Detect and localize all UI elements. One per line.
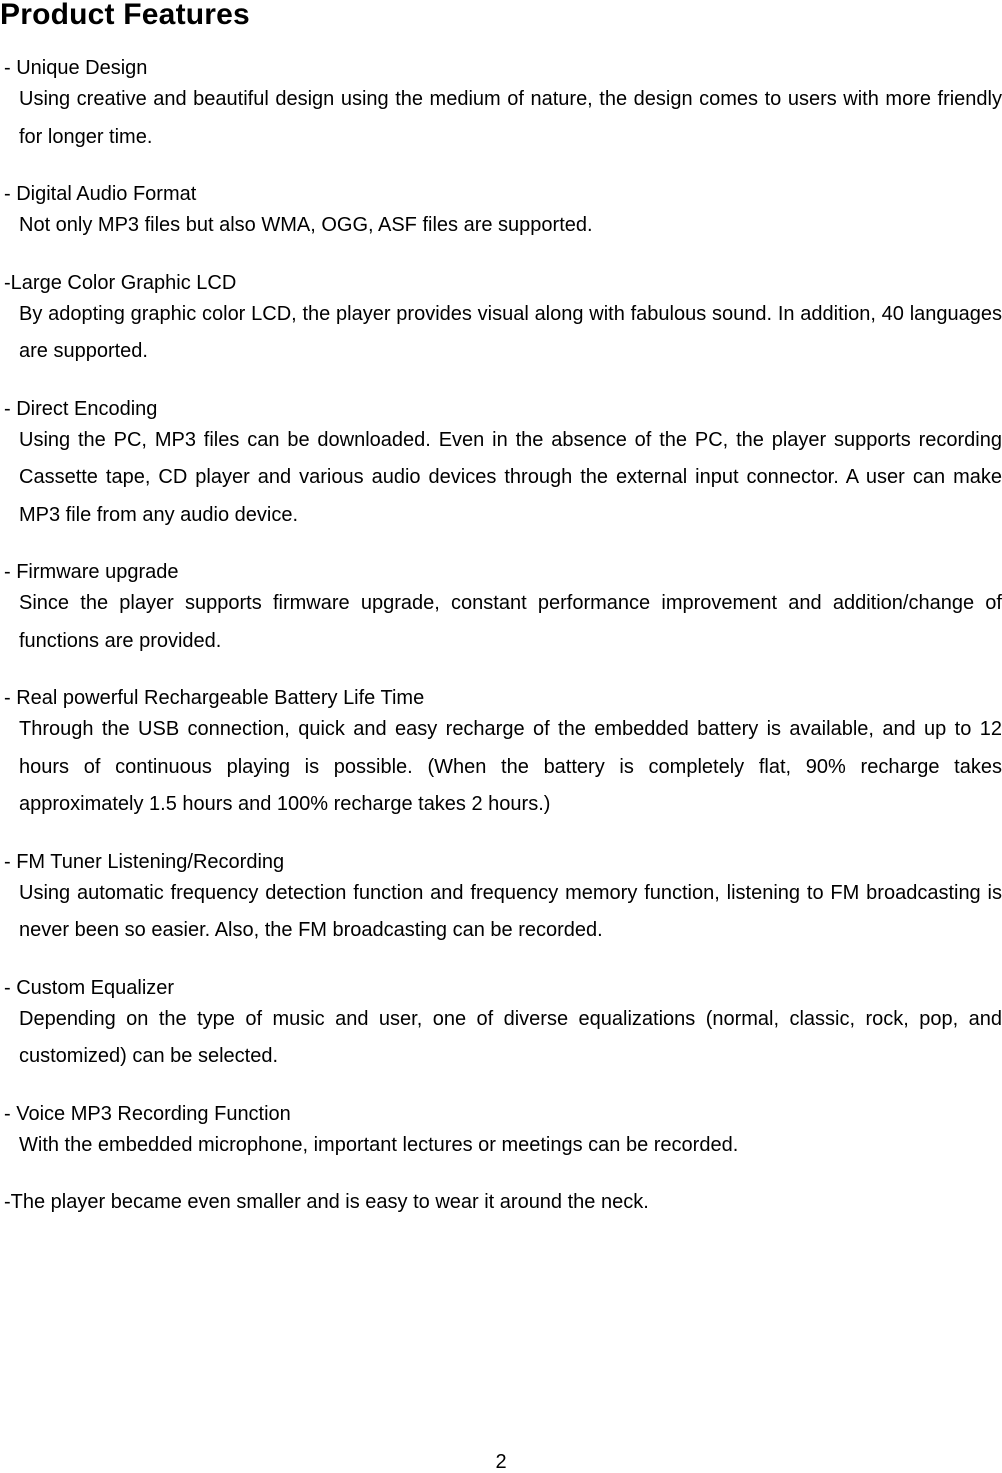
feature-firmware-upgrade bbox=[0, 560, 1002, 660]
feature-heading: -The player became even smaller and is easy to wear it around the neck. bbox=[4, 1191, 649, 1213]
feature-heading: - Firmware upgrade bbox=[4, 561, 179, 583]
feature-list bbox=[0, 56, 1002, 1241]
feature-description: Depending on the type of music and user, one of diverse equalizations (normal, classic, rock, pop, and customized) can be selected. bbox=[19, 1007, 1002, 1067]
feature-unique-design bbox=[0, 56, 1002, 156]
feature-description: By adopting graphic color LCD, the player provides visual along with fabulous sound. In addition, 40 languages are supported. bbox=[19, 302, 1002, 362]
feature-description: Through the USB connection, quick and easy recharge of the embedded battery is available, and up to 12 hours of continuous playing is possible. (When the battery is completely flat, 90% recharge takes approximately 1.5 hours and 100% recharge takes 2 hours.) bbox=[19, 718, 1002, 815]
feature-compact-size bbox=[0, 1190, 1002, 1215]
page-number: 2 bbox=[495, 1451, 507, 1473]
feature-description: With the embedded microphone, important lectures or meetings can be recorded. bbox=[19, 1133, 739, 1156]
feature-heading: - Digital Audio Format bbox=[4, 183, 197, 205]
feature-large-color-lcd bbox=[0, 271, 1002, 371]
feature-description: Using the PC, MP3 files can be downloaded. Even in the absence of the PC, the player supports recording Cassette tape, CD player and various audio devices through the external input connector. A user can make MP3 file from any audio device. bbox=[19, 428, 1002, 526]
feature-fm-tuner bbox=[0, 850, 1002, 950]
feature-direct-encoding bbox=[0, 397, 1002, 535]
feature-description: Using automatic frequency detection function and frequency memory function, listening to FM broadcasting is never been so easier. Also, the FM broadcasting can be recorded. bbox=[19, 881, 1002, 941]
feature-heading: - Voice MP3 Recording Function bbox=[4, 1102, 291, 1125]
feature-voice-recording bbox=[0, 1102, 1002, 1165]
feature-custom-equalizer bbox=[0, 976, 1002, 1076]
feature-digital-audio-format bbox=[0, 182, 1002, 245]
feature-rechargeable-battery bbox=[0, 686, 1002, 824]
feature-heading: - Direct Encoding bbox=[4, 397, 158, 420]
feature-heading: - Real powerful Rechargeable Battery Life Time bbox=[4, 687, 425, 709]
feature-description: Using creative and beautiful design using the medium of nature, the design comes to users with more friendly for longer time. bbox=[19, 88, 1002, 148]
feature-heading: -Large Color Graphic LCD bbox=[4, 271, 237, 294]
feature-heading: - FM Tuner Listening/Recording bbox=[4, 850, 285, 873]
feature-heading: - Unique Design bbox=[4, 57, 148, 79]
feature-description: Since the player supports firmware upgrade, constant performance improvement and addition/change of functions are provided. bbox=[19, 592, 1002, 652]
feature-description: Not only MP3 files but also WMA, OGG, ASF files are supported. bbox=[19, 214, 593, 236]
feature-heading: - Custom Equalizer bbox=[4, 976, 175, 999]
page-title: Product Features bbox=[0, 0, 250, 31]
